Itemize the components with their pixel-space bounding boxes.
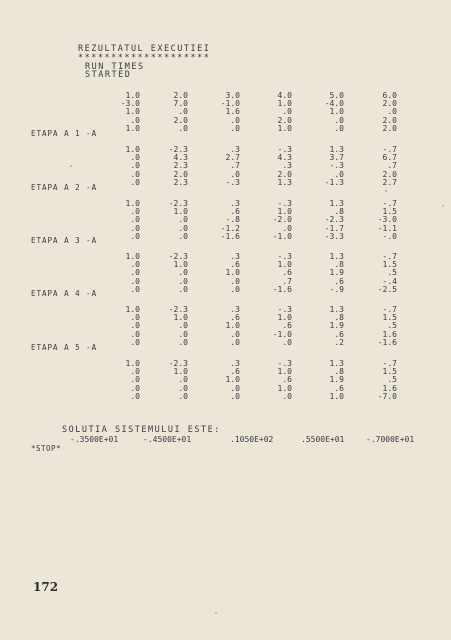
matrix-cell: .0 <box>282 107 292 117</box>
matrix-cell: 1.0 <box>277 367 292 377</box>
matrix-cell: -2.5 <box>377 284 397 294</box>
run-times-line: RUN TIMES <box>85 62 145 72</box>
matrix-cell: 2.0 <box>173 91 188 100</box>
matrix-cell: -.3 <box>277 252 292 261</box>
matrix-cell: .0 <box>334 115 344 125</box>
matrix-cell: .0 <box>130 367 140 377</box>
paper-speck <box>215 612 217 614</box>
matrix-cell: .0 <box>130 313 140 323</box>
matrix-cell: 1.0 <box>225 321 240 331</box>
matrix-cell: 1.0 <box>125 199 140 208</box>
matrix-cell: .0 <box>130 260 140 270</box>
matrix-cell: .0 <box>178 223 188 233</box>
matrix-cell: 1.3 <box>329 359 344 368</box>
matrix-cell: 2.0 <box>277 115 292 125</box>
matrix-cell: .0 <box>178 321 188 331</box>
matrix-cell: 1.0 <box>125 123 140 133</box>
matrix-cell: 2.0 <box>173 115 188 125</box>
solution-values <box>20 435 450 445</box>
matrix-cell: -.3 <box>277 199 292 208</box>
matrix-cell: .3 <box>230 199 240 208</box>
matrix-cell: .0 <box>282 223 292 233</box>
matrix-cell: .0 <box>130 337 140 347</box>
matrix-cell: 1.3 <box>329 145 344 154</box>
matrix-cell: .7 <box>387 161 397 171</box>
matrix-cell: .0 <box>178 268 188 278</box>
matrix-cell: -1.1 <box>377 223 397 233</box>
matrix-cell: 1.0 <box>173 313 188 323</box>
matrix-cell: -3.3 <box>324 231 344 241</box>
matrix-cell: .0 <box>178 383 188 393</box>
matrix-cell: .6 <box>230 260 240 270</box>
matrix-cell: .0 <box>130 169 140 179</box>
matrix-cell: -4.0 <box>324 99 344 109</box>
stage-label: ETAPA A 5 -A <box>31 343 98 352</box>
matrix-cell: -1.0 <box>272 329 292 339</box>
matrix-cell: .6 <box>334 383 344 393</box>
matrix-cell: -1.7 <box>324 223 344 233</box>
matrix-cell: 3.7 <box>329 153 344 163</box>
matrix-cell: 1.3 <box>329 252 344 261</box>
matrix-cell: -.3 <box>277 305 292 314</box>
matrix-cell: .6 <box>282 268 292 278</box>
matrix-cell: .6 <box>230 207 240 217</box>
matrix-cell: -2.3 <box>168 145 188 154</box>
matrix-cell: -.3 <box>277 145 292 154</box>
matrix-cell: 1.0 <box>277 313 292 323</box>
matrix-cell: 2.7 <box>225 153 240 163</box>
matrix-cell: -.0 <box>382 231 397 241</box>
matrix-cell: 1.0 <box>329 107 344 117</box>
matrix-cell: -.7 <box>382 199 397 208</box>
stop-marker: *STOP* <box>31 444 62 453</box>
matrix-cell: 1.9 <box>329 268 344 278</box>
matrix-cell: -1.3 <box>324 177 344 187</box>
matrix-cell: 4.3 <box>277 153 292 163</box>
matrix-cell: 1.6 <box>382 329 397 339</box>
matrix-cell: .0 <box>130 207 140 217</box>
matrix-cell: -2.3 <box>168 252 188 261</box>
matrix-cell: 2.3 <box>173 161 188 171</box>
matrix-cell: .6 <box>230 367 240 377</box>
matrix-cell: 1.0 <box>225 268 240 278</box>
matrix-cell: 1.3 <box>329 199 344 208</box>
matrix-cell: 1.0 <box>277 260 292 270</box>
matrix-cell: 2.3 <box>173 177 188 187</box>
matrix-cell: -.8 <box>225 215 240 225</box>
matrix-cell: .0 <box>282 337 292 347</box>
matrix-cell: -1.0 <box>272 231 292 241</box>
matrix-cell: .0 <box>230 391 240 401</box>
matrix-cell: .0 <box>387 107 397 117</box>
started-line: STARTED <box>85 70 132 80</box>
matrix-cell: .0 <box>230 276 240 286</box>
matrix-cell: .5 <box>387 321 397 331</box>
matrix-cell: .0 <box>334 123 344 133</box>
matrix-cell: 6.0 <box>382 91 397 100</box>
matrix-cell: -1.0 <box>220 99 240 109</box>
matrix-cell: -2.3 <box>168 305 188 314</box>
matrix-cell: .0 <box>130 284 140 294</box>
matrix-cell: .3 <box>230 252 240 261</box>
matrix-cell: .0 <box>130 375 140 385</box>
matrix-cell: .0 <box>130 223 140 233</box>
matrix-cell: .6 <box>282 321 292 331</box>
matrix-cell: .7 <box>282 276 292 286</box>
matrix-cell: 1.0 <box>277 207 292 217</box>
solution-value: .1050E+02 <box>230 435 274 444</box>
matrix-cell: .6 <box>334 329 344 339</box>
stage-label: ETAPA A 2 -A <box>31 183 98 192</box>
matrix-cell: .0 <box>230 169 240 179</box>
matrix-cell: 1.3 <box>329 305 344 314</box>
matrix-cell: -.7 <box>382 252 397 261</box>
matrix-cell: .0 <box>178 215 188 225</box>
matrix-cell: .0 <box>178 391 188 401</box>
matrix-cell: .3 <box>282 161 292 171</box>
matrix-cell: -1.2 <box>220 223 240 233</box>
matrix-cell: -1.6 <box>272 284 292 294</box>
stage-label: ETAPA A 4 -A <box>31 289 98 298</box>
matrix-cell: -3.0 <box>377 215 397 225</box>
paper-speck <box>442 205 444 207</box>
matrix-cell: .0 <box>334 169 344 179</box>
title-underline-stars: ******************** <box>78 53 211 63</box>
matrix-cell: -.3 <box>329 161 344 171</box>
stage-label: ETAPA A 1 -A <box>31 129 98 138</box>
matrix-cell: .8 <box>334 313 344 323</box>
matrix-cell: 4.0 <box>277 91 292 100</box>
matrix-cell: 1.5 <box>382 313 397 323</box>
matrix-cell: 1.0 <box>125 359 140 368</box>
matrix-cell: 2.0 <box>382 123 397 133</box>
stage-label: ETAPA A 3 -A <box>31 236 98 245</box>
matrix-cell: 3.0 <box>225 91 240 100</box>
matrix-cell: 1.0 <box>277 383 292 393</box>
matrix-cell: -3.0 <box>120 99 140 109</box>
matrix-cell: 1.5 <box>382 367 397 377</box>
matrix-cell: .0 <box>130 391 140 401</box>
solution-title: SOLUTIA SISTEMULUI ESTE: <box>62 425 221 435</box>
matrix-cell: 1.0 <box>173 367 188 377</box>
matrix-cell: 1.0 <box>125 252 140 261</box>
solution-value: .5500E+01 <box>301 435 345 444</box>
matrix-cell: .5 <box>387 268 397 278</box>
matrix-cell: 2.0 <box>277 169 292 179</box>
matrix-cell: -1.6 <box>377 337 397 347</box>
solution-value: -.3500E+01 <box>70 435 119 444</box>
matrix-cell: 1.9 <box>329 321 344 331</box>
matrix-cell: .6 <box>230 313 240 323</box>
matrix-cell: .0 <box>178 123 188 133</box>
matrix-cell: .0 <box>230 115 240 125</box>
matrix-cell: 1.5 <box>382 260 397 270</box>
matrix-cell: .2 <box>334 337 344 347</box>
matrix-cell: 1.0 <box>329 391 344 401</box>
matrix-cell: .0 <box>130 276 140 286</box>
matrix-cell: .0 <box>130 153 140 163</box>
matrix-cell: .7 <box>230 161 240 171</box>
matrix-cell: 2.0 <box>173 169 188 179</box>
matrix-cell: 1.0 <box>125 107 140 117</box>
matrix-cell: .0 <box>178 329 188 339</box>
matrix-cell: .0 <box>178 337 188 347</box>
matrix-cell: -2.3 <box>168 359 188 368</box>
matrix-cell: -2.0 <box>272 215 292 225</box>
matrix-cell: .0 <box>130 268 140 278</box>
matrix-cell: .3 <box>230 145 240 154</box>
matrix-cell: .0 <box>130 231 140 241</box>
matrix-cell: -.3 <box>225 177 240 187</box>
matrix-cell: 2.7 <box>382 177 397 187</box>
solution-value: -.7000E+01 <box>366 435 415 444</box>
matrix-cell: .0 <box>178 107 188 117</box>
matrix-cell: 7.0 <box>173 99 188 109</box>
matrix-cell: .3 <box>230 359 240 368</box>
matrix-cell: 1.6 <box>382 383 397 393</box>
paper-speck <box>385 190 387 192</box>
matrix-cell: 1.0 <box>277 99 292 109</box>
matrix-cell: 4.3 <box>173 153 188 163</box>
matrix-cell: .0 <box>178 276 188 286</box>
matrix-cell: .5 <box>387 375 397 385</box>
matrix-cell: .0 <box>130 215 140 225</box>
matrix-cell: 1.0 <box>277 123 292 133</box>
matrix-cell: 1.0 <box>125 305 140 314</box>
matrix-cell: -2.3 <box>324 215 344 225</box>
matrix-cell: .0 <box>230 383 240 393</box>
matrix-cell: .0 <box>130 383 140 393</box>
matrix-cell: .0 <box>130 115 140 125</box>
matrix-cell: 2.0 <box>382 169 397 179</box>
matrix-cell: 2.0 <box>382 115 397 125</box>
matrix-cell: -.9 <box>329 284 344 294</box>
matrix-cell: .0 <box>230 337 240 347</box>
matrix-cell: 6.7 <box>382 153 397 163</box>
matrix-cell: 1.9 <box>329 375 344 385</box>
matrix-cell: 1.0 <box>173 260 188 270</box>
matrix-cell: 1.3 <box>277 177 292 187</box>
matrix-cell: -.4 <box>382 276 397 286</box>
matrix-cell: 1.0 <box>173 207 188 217</box>
matrix-cell: -2.3 <box>168 199 188 208</box>
matrix-cell: 1.5 <box>382 207 397 217</box>
matrix-cell: .0 <box>230 123 240 133</box>
matrix-cell: .0 <box>178 231 188 241</box>
matrix-cell: 1.0 <box>125 145 140 154</box>
matrix-cell: .6 <box>282 375 292 385</box>
matrix-cell: .0 <box>230 329 240 339</box>
matrix-cell: .6 <box>334 276 344 286</box>
matrix-cell: .0 <box>178 284 188 294</box>
matrix-cell: .0 <box>130 321 140 331</box>
matrix-cell: .0 <box>130 329 140 339</box>
matrix-cell: .0 <box>130 161 140 171</box>
matrix-cell: .0 <box>130 177 140 187</box>
matrix-cell: .8 <box>334 207 344 217</box>
matrix-cell: -1.6 <box>220 231 240 241</box>
matrix-cell: .3 <box>230 305 240 314</box>
paper-speck <box>70 165 72 167</box>
matrix-cell: -.7 <box>382 305 397 314</box>
matrix-cell: 1.6 <box>225 107 240 117</box>
matrix-cell: .8 <box>334 367 344 377</box>
output-title: REZULTATUL EXECUTIEI <box>78 44 211 54</box>
matrix-cell: 1.0 <box>225 375 240 385</box>
matrix-cell: .0 <box>282 391 292 401</box>
matrix-cell: 1.0 <box>125 91 140 100</box>
matrix-cell: -7.0 <box>377 391 397 401</box>
matrix-cell: -.7 <box>382 359 397 368</box>
matrix-cell: .0 <box>178 375 188 385</box>
matrix-cell: 5.0 <box>329 91 344 100</box>
matrix-cell: -.3 <box>277 359 292 368</box>
solution-value: -.4500E+01 <box>143 435 192 444</box>
page-number: 172 <box>33 580 59 594</box>
matrix-cell: -.7 <box>382 145 397 154</box>
matrix-cell: .0 <box>230 284 240 294</box>
matrix-cell: 2.0 <box>382 99 397 109</box>
matrix-cell: .8 <box>334 260 344 270</box>
